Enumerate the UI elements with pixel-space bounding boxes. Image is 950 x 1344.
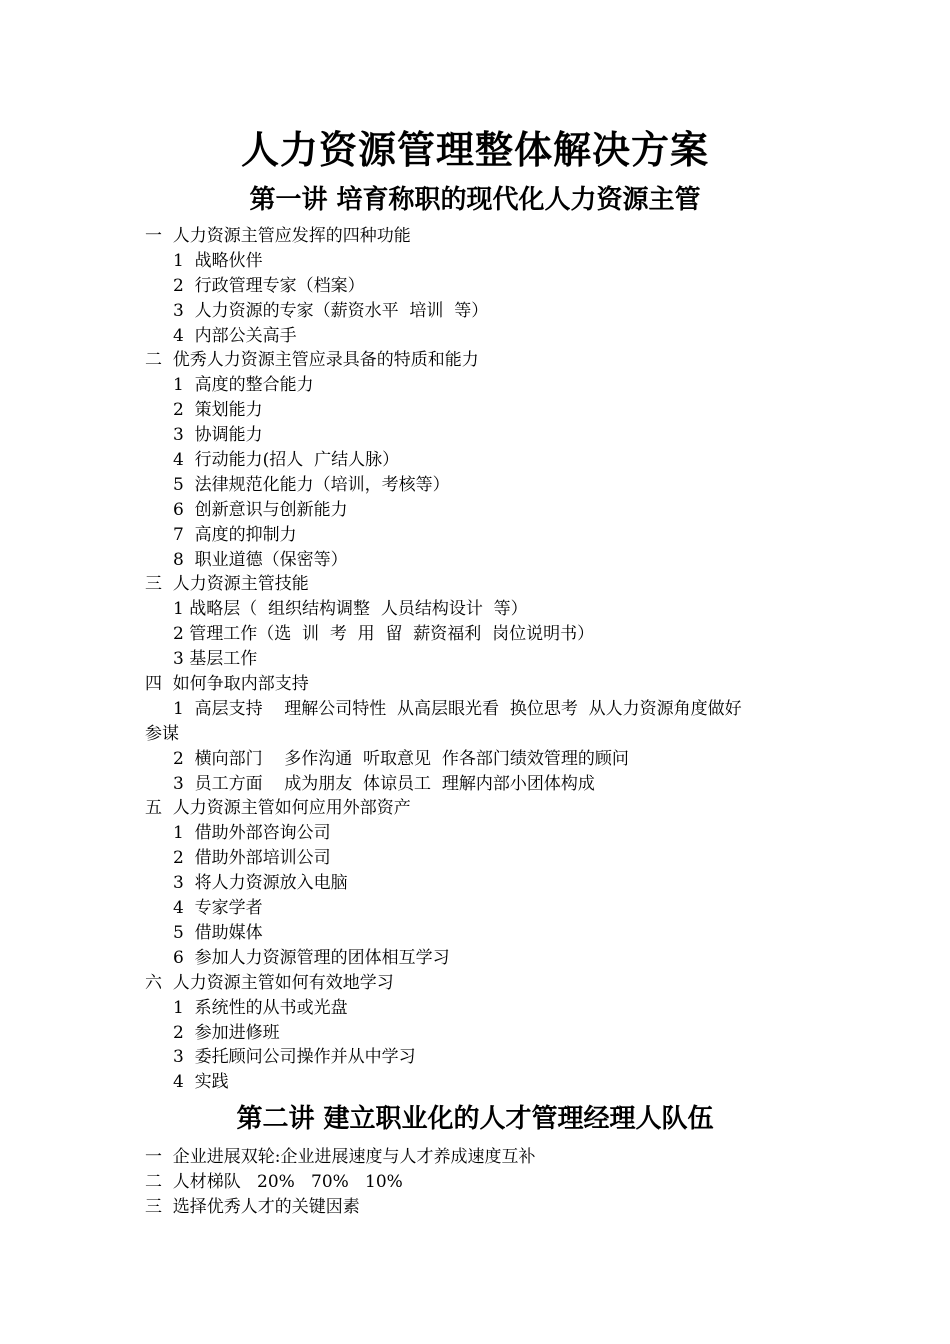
outline-item-line: 1 系统性的从书或光盘 [173,997,348,1018]
outline-item-line: 2 管理工作（选 训 考 用 留 薪资福利 岗位说明书） [173,624,595,645]
lecture-2-outline [145,1145,825,1220]
outline-item-line: 1 战略层（ 组织结构调整 人员结构设计 等） [173,599,528,620]
outline-heading-line: 参谋 [145,723,179,744]
lecture-2-heading: 第二讲 建立职业化的人才管理经理人队伍 [236,1104,714,1134]
outline-item-line: 7 高度的抑制力 [173,524,297,545]
outline-item-line: 4 专家学者 [173,898,263,919]
outline-item-line: 3 协调能力 [173,425,263,446]
outline-item-line: 3 委托顾问公司操作并从中学习 [173,1047,416,1068]
outline-item-line: 4 实践 [173,1072,229,1093]
outline-item-line: 2 行政管理专家（档案） [173,275,365,296]
outline-item-line: 2 策划能力 [173,400,263,421]
outline-heading-line: 三 选择优秀人才的关键因素 [145,1196,360,1217]
outline-item-line: 3 人力资源的专家（薪资水平 培训 等） [173,300,489,321]
outline-item-line: 3 将人力资源放入电脑 [173,873,348,894]
outline-heading-line: 一 企业进展双轮:企业进展速度与人才养成速度互补 [145,1147,536,1167]
outline-item-line: 5 法律规范化能力（培训，考核等） [173,474,450,495]
outline-item-line: 5 借助媒体 [173,922,263,943]
outline-item-line: 1 战略伙伴 [173,250,263,271]
outline-item-line: 3 员工方面 成为朋友 体谅员工 理解内部小团体构成 [173,773,595,794]
outline-item-line: 2 横向部门 多作沟通 听取意见 作各部门绩效管理的顾问 [173,748,629,769]
lecture-1-heading: 第一讲 培育称职的现代化人力资源主管 [249,185,701,215]
outline-heading-line: 二 优秀人力资源主管应录具备的特质和能力 [145,350,479,371]
outline-heading-line: 一 人力资源主管应发挥的四种功能 [145,226,411,246]
outline-item-line: 3 基层工作 [173,649,258,670]
outline-heading-line: 四 如何争取内部支持 [145,674,309,695]
document-title: 人力资源管理整体解决方案 [240,127,709,172]
outline-item-line: 1 高度的整合能力 [173,375,314,396]
outline-item-line: 1 借助外部咨询公司 [173,823,331,844]
outline-heading-line: 五 人力资源主管如何应用外部资产 [145,798,411,819]
outline-item-line: 4 行动能力(招人 广结人脉） [173,450,400,471]
lecture-1-outline [145,224,825,1095]
outline-heading-line: 三 人力资源主管技能 [145,574,309,595]
outline-item-line: 1 高层支持 理解公司特性 从高层眼光看 换位思考 从人力资源角度做好 [173,698,742,719]
outline-item-line: 2 参加进修班 [173,1022,280,1043]
outline-item-line: 4 内部公关高手 [173,325,297,346]
outline-item-line: 6 创新意识与创新能力 [173,499,348,520]
outline-item-line: 6 参加人力资源管理的团体相互学习 [173,947,450,968]
outline-item-line: 2 借助外部培训公司 [173,848,331,869]
outline-item-line: 8 职业道德（保密等） [173,549,348,570]
outline-heading-line: 二 人材梯队 20% 70% 10% [145,1171,403,1192]
outline-heading-line: 六 人力资源主管如何有效地学习 [145,972,394,993]
